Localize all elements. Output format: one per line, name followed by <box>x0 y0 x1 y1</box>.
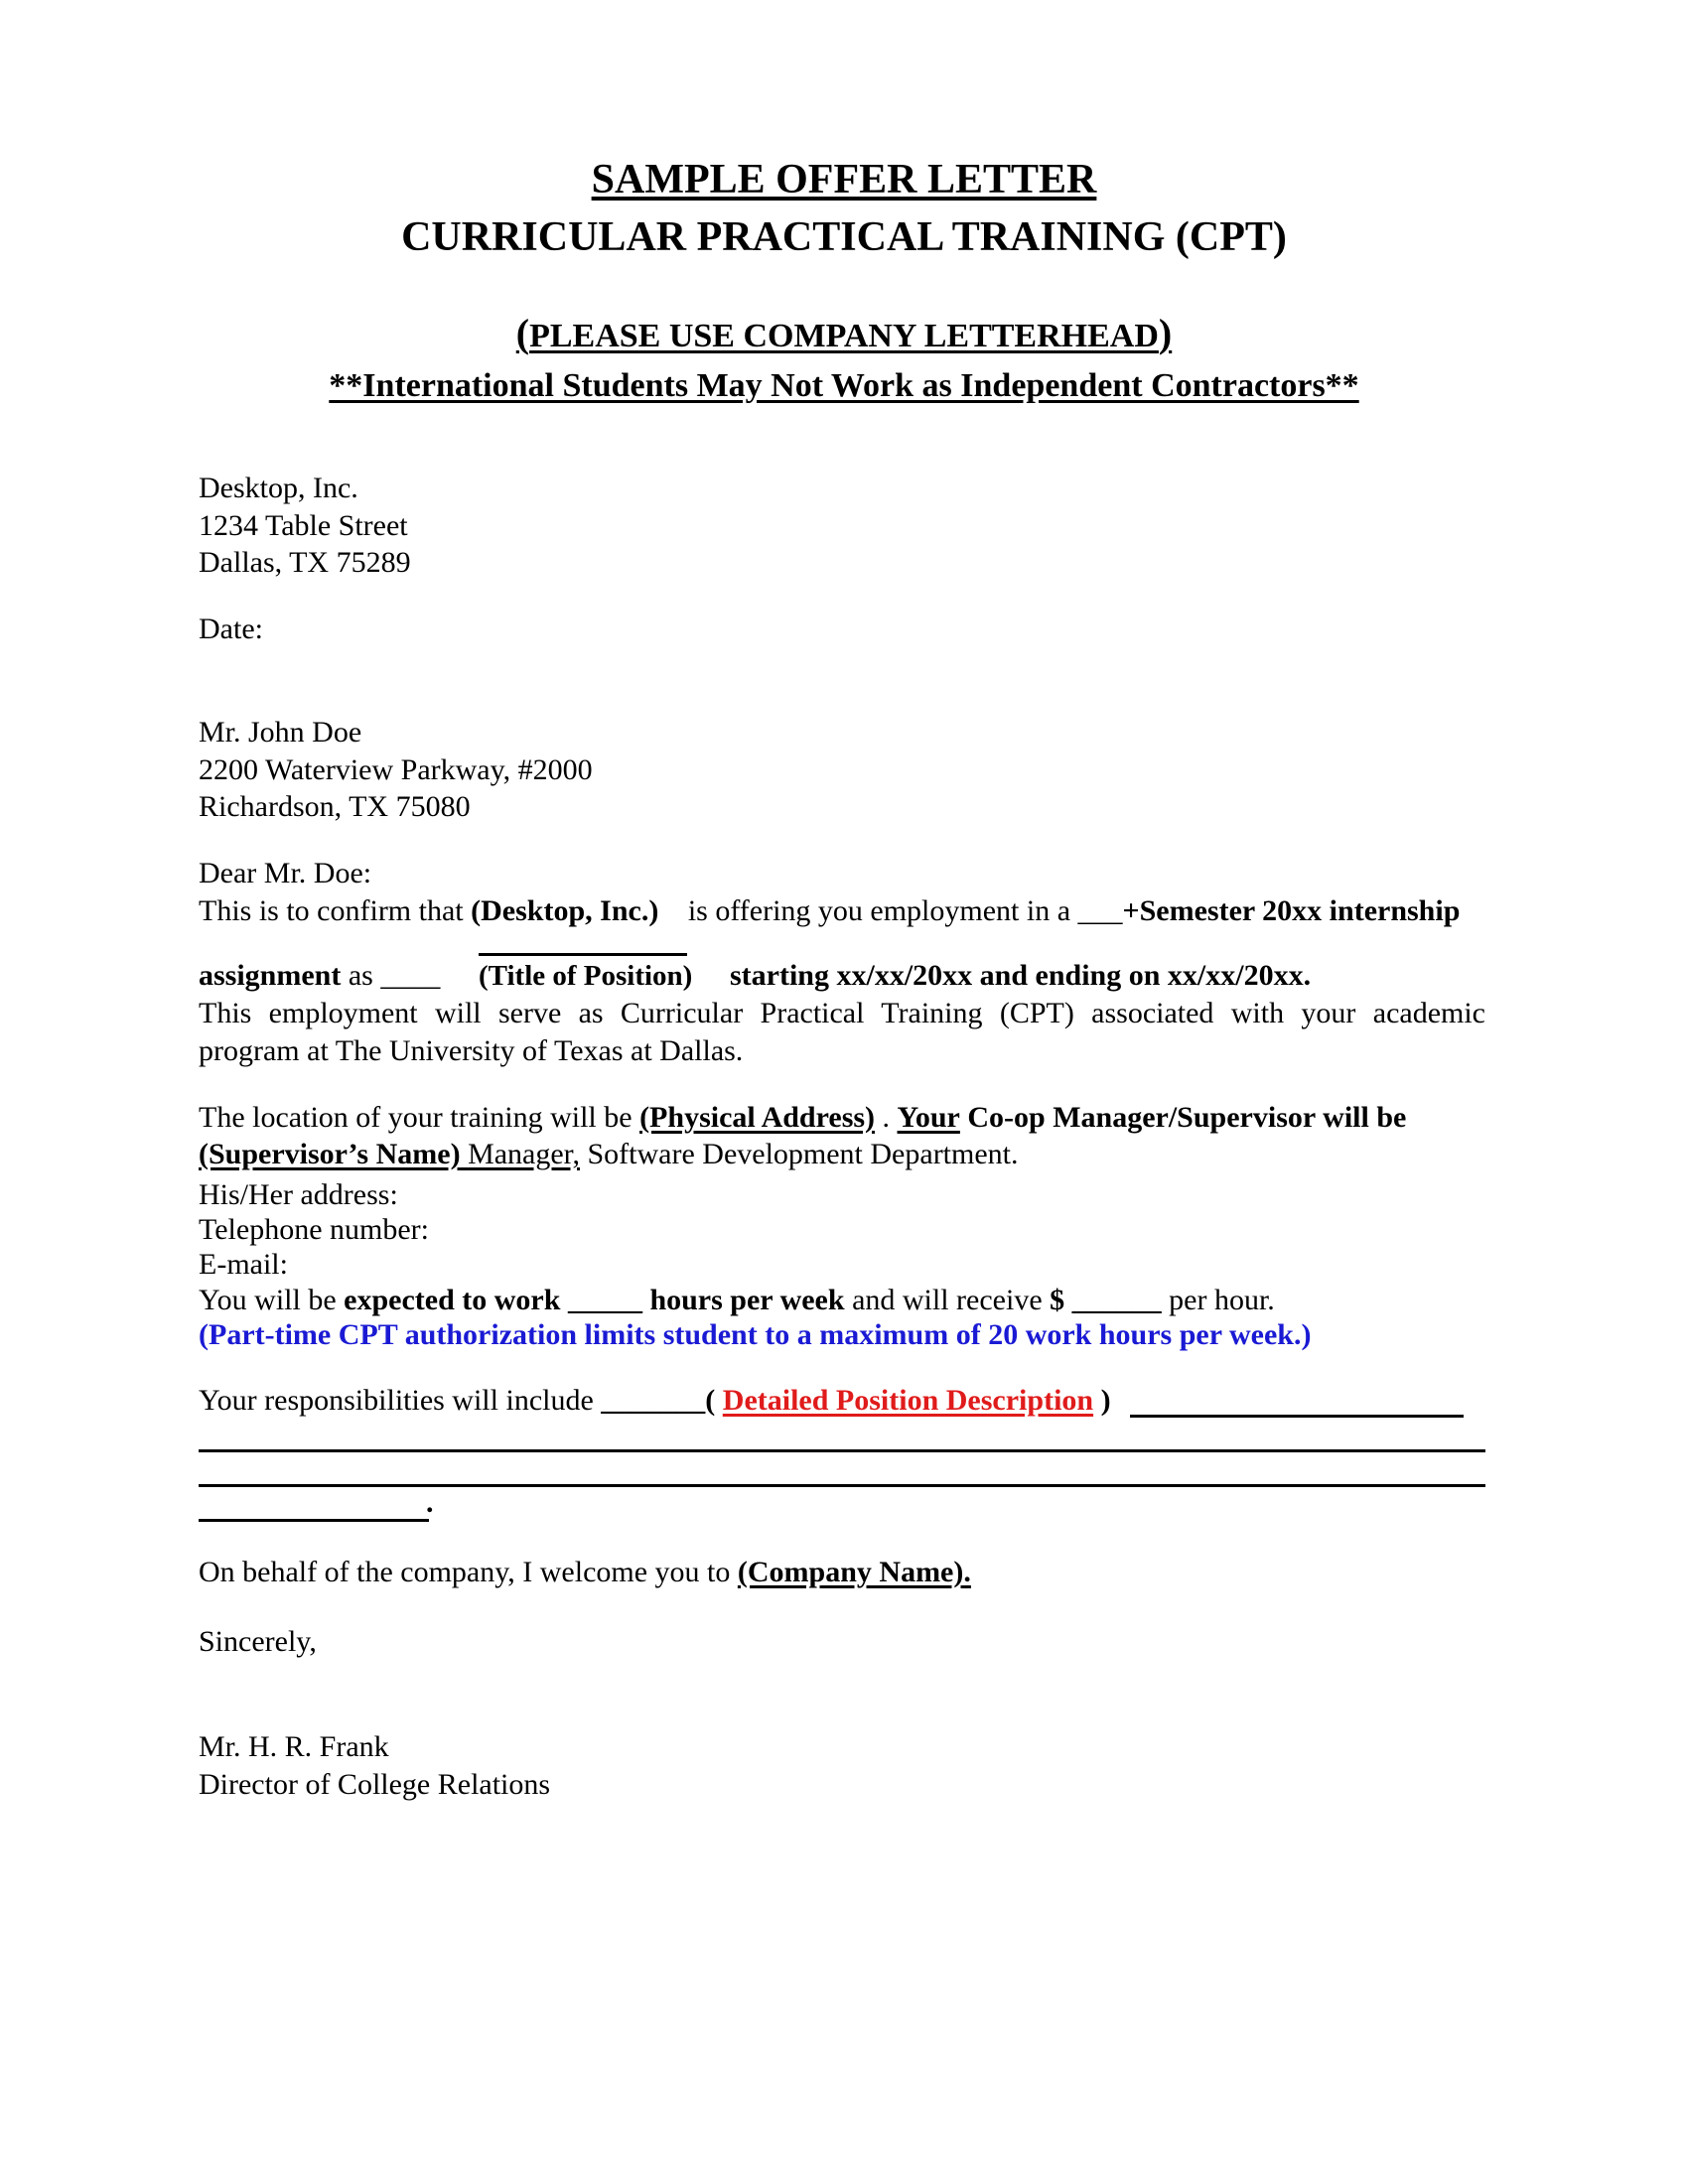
p1-blank: ___ <box>1077 894 1123 927</box>
p1-semester: +Semester 20xx internship <box>1122 894 1461 927</box>
address-label: His/Her address: <box>199 1178 398 1211</box>
recipient-street: 2200 Waterview Parkway, #2000 <box>199 753 593 786</box>
resp-blank: _______ <box>601 1384 706 1417</box>
p1-line1 <box>199 893 1460 929</box>
closing: Sincerely, <box>199 1625 317 1658</box>
sender-street: 1234 Table Street <box>199 509 408 542</box>
letterhead-open-paren: ( <box>515 311 530 355</box>
hours-per-hour: per hour. <box>1169 1284 1275 1316</box>
sender-company: Desktop, Inc. <box>199 472 358 504</box>
welcome-line <box>199 1555 971 1590</box>
p3-line2 <box>199 1137 1019 1172</box>
letterhead-close-paren: ) <box>1158 311 1173 355</box>
p1-offer: is offering you employment in a <box>687 894 1071 927</box>
letterhead-note-text: PLEASE USE COMPANY LETTERHEAD <box>529 318 1159 354</box>
p2-line1: This employment will serve as Curricular Practical Training (CPT) associated with your academic <box>199 997 1485 1029</box>
hours-per-week: hours per week <box>649 1284 845 1316</box>
resp-line-end <box>1130 1415 1464 1418</box>
p3-address: (Physical Address) <box>639 1101 876 1134</box>
resp-description: Detailed Position Description <box>722 1384 1094 1417</box>
welcome-start: On behalf of the company, I welcome you to <box>199 1556 731 1588</box>
p1-assignment: assignment <box>199 959 342 992</box>
p3-supervisor-name: (Supervisor’s Name) <box>199 1138 461 1170</box>
resp-blank-line-1 <box>199 1449 1485 1452</box>
welcome-company: (Company Name). <box>737 1556 971 1588</box>
date-label: Date: <box>199 613 263 645</box>
hours-receive: and will receive <box>852 1284 1043 1316</box>
phone-label: Telephone number: <box>199 1213 429 1246</box>
resp-start: Your responsibilities will include <box>199 1384 594 1417</box>
cpt-limit-note: (Part-time CPT authorization limits student to a maximum of 20 work hours per week.) <box>199 1318 1312 1351</box>
hours-blank2: ______ <box>1071 1284 1162 1316</box>
title-position-overline <box>479 953 687 956</box>
resp-end-dot: . <box>426 1486 434 1519</box>
p3-department: Software Development Department. <box>587 1138 1019 1170</box>
hours-expected: expected to work <box>344 1284 561 1316</box>
recipient-city: Richardson, TX 75080 <box>199 790 471 823</box>
recipient-name: Mr. John Doe <box>199 716 362 749</box>
p3-manager: Manager, <box>468 1138 580 1170</box>
p3-start: The location of your training will be <box>199 1101 633 1134</box>
responsibilities-line <box>199 1383 1111 1419</box>
hours-start: You will be <box>199 1284 337 1316</box>
p1-blank2: ____ <box>380 959 441 992</box>
p3-line1 <box>199 1100 1406 1136</box>
resp-open-paren: ( <box>705 1384 716 1417</box>
contractor-warning: **International Students May Not Work as Independent Contractors** <box>329 367 1359 404</box>
hours-line <box>199 1283 1275 1318</box>
email-label: E-mail: <box>199 1248 288 1281</box>
p3-dot: . <box>882 1101 891 1134</box>
signature-title: Director of College Relations <box>199 1768 551 1801</box>
p1-as: as <box>348 959 373 992</box>
resp-close-paren: ) <box>1100 1384 1111 1417</box>
salutation: Dear Mr. Doe: <box>199 857 372 889</box>
signature-name: Mr. H. R. Frank <box>199 1730 389 1763</box>
resp-blank-line-3 <box>199 1519 429 1522</box>
hours-dollar: $ <box>1050 1284 1065 1316</box>
p3-supervisor-label: Co-op Manager/Supervisor will be <box>967 1101 1407 1134</box>
page-subtitle: CURRICULAR PRACTICAL TRAINING (CPT) <box>401 214 1287 260</box>
resp-blank-line-2 <box>199 1484 1485 1487</box>
p1-dates: starting xx/xx/20xx and ending on xx/xx/20xx. <box>730 959 1312 992</box>
p1-line2 <box>199 958 440 994</box>
hours-blank: _____ <box>567 1284 642 1316</box>
p1-company: (Desktop, Inc.) <box>471 894 659 927</box>
p2-line2: program at The University of Texas at Dallas. <box>199 1034 744 1067</box>
letterhead-note <box>0 313 1688 357</box>
page-title: SAMPLE OFFER LETTER <box>591 157 1097 203</box>
p3-your: Your <box>897 1101 960 1134</box>
p1-title-position: (Title of Position) <box>479 960 693 992</box>
sender-city: Dallas, TX 75289 <box>199 546 411 579</box>
p1-start: This is to confirm that <box>199 894 464 927</box>
